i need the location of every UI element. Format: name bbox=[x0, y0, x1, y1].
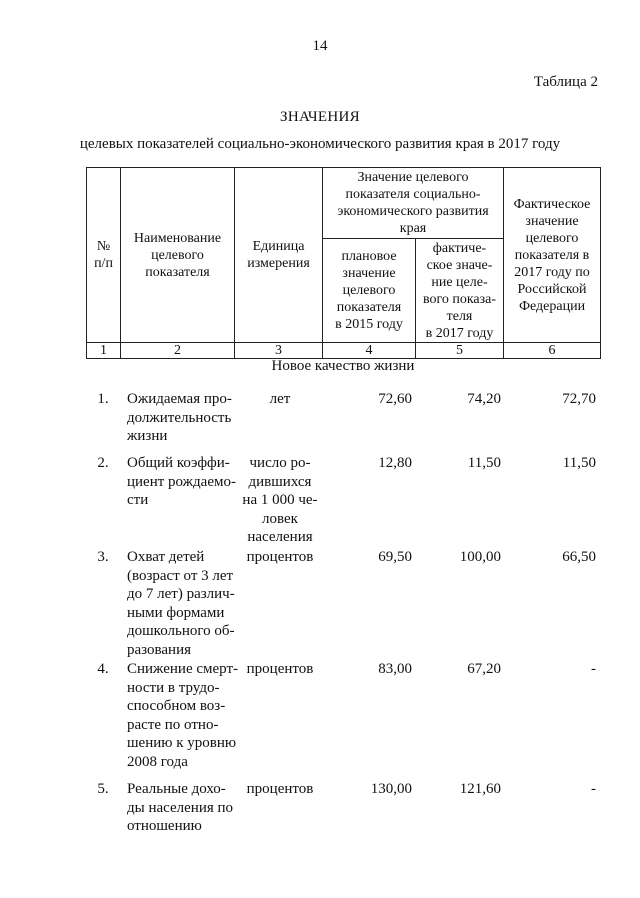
header-unit: Единица измерения bbox=[235, 168, 323, 343]
indicator-name: Охват детей (возраст от 3 лет до 7 лет) различ- ными формами дошкольного об- разования bbox=[127, 549, 235, 658]
document-subtitle: целевых показателей социально-экономического развития края в 2017 году bbox=[79, 136, 561, 152]
row-number: 4. bbox=[97, 661, 109, 677]
rf-2017-value: - bbox=[591, 781, 596, 797]
rf-2017-value: 11,50 bbox=[562, 455, 596, 471]
plan-2015-value: 69,50 bbox=[378, 549, 412, 565]
column-number-5: 5 bbox=[416, 343, 504, 359]
rf-2017-value: 72,70 bbox=[562, 391, 596, 407]
indicator-name: Ожидаемая про- должительность жизни bbox=[127, 391, 232, 444]
page-number: 14 bbox=[312, 38, 328, 54]
table-label: Таблица 2 bbox=[533, 74, 598, 90]
row-number: 5. bbox=[97, 781, 109, 797]
plan-2015-value: 72,60 bbox=[378, 391, 412, 407]
header-rf-value: Фактическое значение целевого показателя в 2017 году по Российской Федерации bbox=[504, 168, 601, 343]
unit: процентов bbox=[246, 781, 314, 797]
unit: процентов bbox=[246, 661, 314, 677]
fact-2017-value: 121,60 bbox=[459, 781, 501, 797]
plan-2015-value: 83,00 bbox=[378, 661, 412, 677]
unit: число ро- дившихся на 1 000 че- ловек населения bbox=[242, 455, 318, 545]
plan-2015-value: 130,00 bbox=[370, 781, 412, 797]
column-number-6: 6 bbox=[504, 343, 601, 359]
document-title: ЗНАЧЕНИЯ bbox=[280, 109, 360, 125]
fact-2017-value: 67,20 bbox=[467, 661, 501, 677]
section-heading: Новое качество жизни bbox=[271, 358, 415, 374]
column-number-1: 1 bbox=[87, 343, 121, 359]
header-fact-2017: фактиче- ское значе- ние целе- вого показа- теля в 2017 году bbox=[416, 239, 504, 343]
table-header bbox=[86, 167, 601, 359]
unit: лет bbox=[269, 391, 291, 407]
row-number: 1. bbox=[97, 391, 109, 407]
column-number-3: 3 bbox=[235, 343, 323, 359]
unit: процентов bbox=[246, 549, 314, 565]
fact-2017-value: 11,50 bbox=[467, 455, 501, 471]
rf-2017-value: - bbox=[591, 661, 596, 677]
indicator-name: Реальные дохо- ды населения по отношению bbox=[127, 781, 234, 834]
row-number: 2. bbox=[97, 455, 109, 471]
plan-2015-value: 12,80 bbox=[378, 455, 412, 471]
column-number-2: 2 bbox=[121, 343, 235, 359]
indicator-name: Снижение смерт- ности в трудо- способном воз- расте по отно- шению к уровню 2008 года bbox=[127, 661, 239, 770]
header-plan-2015: плановое значение целевого показателя в 2015 году bbox=[323, 239, 416, 343]
rf-2017-value: 66,50 bbox=[562, 549, 596, 565]
header-value-group: Значение целевого показателя социально- экономического развития края bbox=[323, 168, 504, 239]
header-number: № п/п bbox=[87, 168, 121, 343]
fact-2017-value: 100,00 bbox=[459, 549, 501, 565]
row-number: 3. bbox=[97, 549, 109, 565]
fact-2017-value: 74,20 bbox=[467, 391, 501, 407]
column-number-4: 4 bbox=[323, 343, 416, 359]
indicator-name: Общий коэффи- циент рождаемо- сти bbox=[127, 455, 236, 508]
header-name: Наименование целевого показателя bbox=[121, 168, 235, 343]
